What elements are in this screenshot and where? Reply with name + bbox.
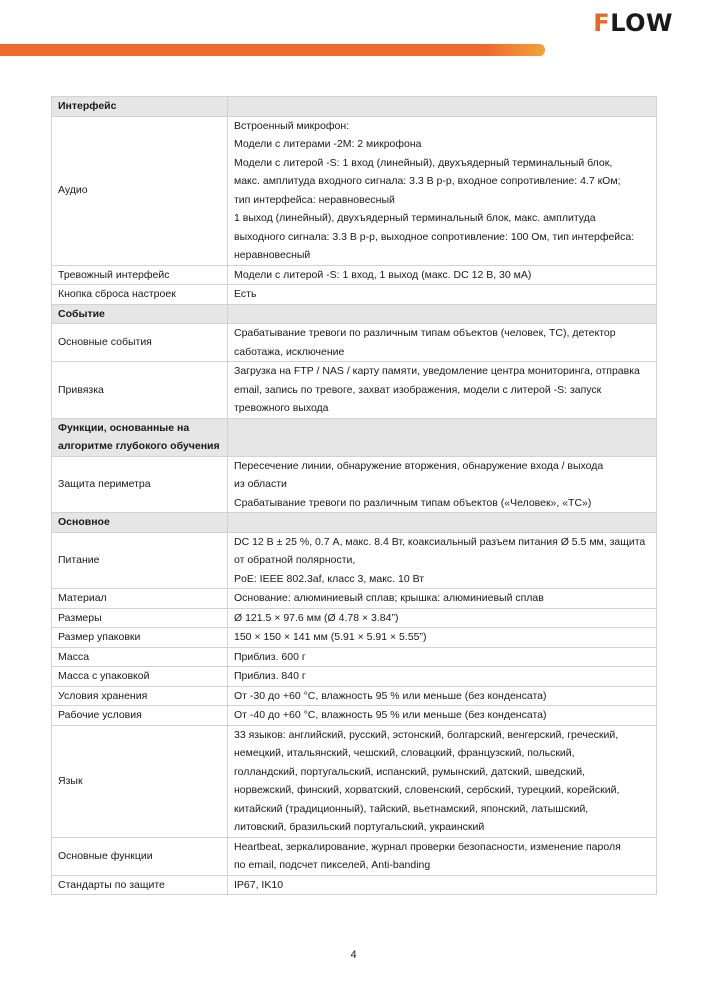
spec-row [52, 647, 657, 667]
section-title: Событие [52, 304, 228, 324]
spec-key: Стандарты по защите [52, 875, 228, 895]
spec-value-line: Срабатывание тревоги по различным типам объектов (человек, ТС), детектор [234, 327, 616, 339]
spec-value-line: от обратной полярности, [234, 554, 356, 566]
spec-row [52, 608, 657, 628]
spec-value-line: Приблиз. 840 г [234, 670, 306, 682]
spec-row [52, 265, 657, 285]
spec-row [52, 667, 657, 687]
spec-value-line: Встроенный микрофон: [234, 119, 350, 132]
spec-value-line: Основание: алюминиевый сплав; крышка: алюминиевый сплав [234, 592, 544, 604]
section-header-row [52, 304, 657, 324]
spec-value-line: саботажа, исключение [234, 345, 345, 358]
section-title: Функции, основанные на алгоритме глубокого обучения [52, 418, 228, 456]
page-number: 4 [350, 949, 357, 961]
spec-value [228, 628, 657, 648]
spec-row [52, 706, 657, 726]
spec-value-line: голландский, португальский, испанский, румынский, датский, шведский, [234, 765, 586, 778]
spec-key: Размер упаковки [52, 628, 228, 648]
spec-value [228, 324, 657, 362]
spec-key: Рабочие условия [52, 706, 228, 726]
section-header-row [52, 97, 657, 117]
spec-value-line: тревожного выхода [234, 402, 329, 414]
spec-value [228, 686, 657, 706]
spec-value-line: норвежский, финский, хорватский, словенский, сербский, турецкий, корейский, [234, 784, 620, 796]
logo-letters: LOW [610, 9, 673, 37]
spec-value-line: литовский, бразильский португальский, украинский [234, 821, 485, 833]
spec-value [228, 837, 657, 875]
spec-value-line: DC 12 В ± 25 %, 0.7 А, макс. 8.4 Вт, коаксиальный разъем питания Ø 5.5 мм, защита [234, 535, 646, 548]
section-header-filler [228, 513, 657, 533]
spec-key: Размеры [52, 608, 228, 628]
spec-key: Тревожный интерфейс [52, 265, 228, 285]
section-title: Основное [52, 513, 228, 533]
spec-value-line: email, запись по тревоге, захват изображения, модели с литерой -S: запуск [234, 383, 602, 396]
spec-value-line: Приблиз. 600 г [234, 650, 306, 663]
spec-value [228, 265, 657, 285]
spec-value [228, 647, 657, 667]
spec-value-line: Модели с литерой -S: 1 вход, 1 выход (макс. DC 12 В, 30 мА) [234, 268, 532, 281]
spec-row [52, 324, 657, 362]
spec-value [228, 532, 657, 589]
spec-value [228, 589, 657, 609]
spec-key: Привязка [52, 362, 228, 419]
spec-value-line: Срабатывание тревоги по различным типам объектов («Человек», «ТС») [234, 496, 592, 509]
spec-row [52, 875, 657, 895]
spec-value-line: Ø 121.5 × 97.6 мм (Ø 4.78 × 3.84”) [234, 611, 399, 624]
section-header-filler [228, 418, 657, 456]
spec-value-line: макс. амплитуда входного сигнала: 3.3 В р-р, входное сопротивление: 4.7 кОм; [234, 175, 621, 187]
spec-value [228, 608, 657, 628]
spec-row [52, 837, 657, 875]
spec-value-line: Модели с литерой -S: 1 вход (линейный), двухъядерный терминальный блок, [234, 156, 613, 169]
spec-value-line: из области [234, 478, 287, 490]
spec-key: Питание [52, 532, 228, 589]
spec-row [52, 456, 657, 513]
section-header-row [52, 513, 657, 533]
header-accent-band [0, 44, 545, 56]
spec-value-line: по email, подсчет пикселей, Anti-banding [234, 859, 431, 871]
spec-value-line: 33 языков: английский, русский, эстонский, болгарский, венгерский, греческий, [234, 728, 619, 741]
spec-value [228, 725, 657, 837]
spec-table [51, 96, 657, 895]
spec-row [52, 589, 657, 609]
spec-value [228, 285, 657, 305]
spec-value-line: От -40 до +60 °C, влажность 95 % или меньше (без конденсата) [234, 709, 547, 721]
spec-key: Условия хранения [52, 686, 228, 706]
spec-value-line: неравновесный [234, 249, 311, 261]
spec-value [228, 667, 657, 687]
spec-value [228, 706, 657, 726]
spec-value [228, 875, 657, 895]
spec-row [52, 285, 657, 305]
spec-row [52, 532, 657, 589]
section-header-filler [228, 97, 657, 117]
spec-value-line: 150 × 150 × 141 мм (5.91 × 5.91 × 5.55”) [234, 631, 427, 643]
spec-value-line: От -30 до +60 °C, влажность 95 % или меньше (без конденсата) [234, 689, 547, 702]
spec-value-line: Есть [234, 288, 257, 300]
spec-row [52, 725, 657, 837]
spec-value [228, 456, 657, 513]
spec-row [52, 686, 657, 706]
spec-value-line: PoE: IEEE 802.3af, класс 3, макс. 10 Вт [234, 572, 425, 585]
spec-value-line: тип интерфейса: неравновесный [234, 193, 395, 206]
spec-value-line: китайский (традиционный), тайский, вьетнамский, японский, латышский, [234, 802, 589, 815]
section-header-filler [228, 304, 657, 324]
spec-key: Кнопка сброса настроек [52, 285, 228, 305]
spec-value-line: немецкий, итальянский, чешский, словацкий, французский, польский, [234, 747, 575, 759]
logo-letter-f: F [593, 9, 611, 37]
spec-row [52, 362, 657, 419]
spec-key: Основные функции [52, 837, 228, 875]
spec-key: Основные события [52, 324, 228, 362]
spec-row [52, 628, 657, 648]
spec-value-line: Загрузка на FTP / NAS / карту памяти, уведомление центра мониторинга, отправка [234, 365, 640, 377]
spec-value-line: Пересечение линии, обнаружение вторжения, обнаружение входа / выхода [234, 459, 604, 472]
spec-key: Масса с упаковкой [52, 667, 228, 687]
spec-value-line: Heartbeat, зеркалирование, журнал проверки безопасности, изменение пароля [234, 840, 621, 853]
spec-value [228, 116, 657, 265]
spec-key: Материал [52, 589, 228, 609]
spec-key: Масса [52, 647, 228, 667]
spec-key: Язык [52, 725, 228, 837]
spec-value-line: 1 выход (линейный), двухъядерный терминальный блок, макс. амплитуда [234, 212, 596, 224]
spec-value-line: Модели с литерами -2M: 2 микрофона [234, 138, 422, 150]
section-title: Интерфейс [52, 97, 228, 117]
spec-value-line: выходного сигнала: 3.3 В р-р, выходное сопротивление: 100 Ом, тип интерфейса: [234, 230, 635, 243]
spec-table-body [52, 97, 657, 895]
spec-value [228, 362, 657, 419]
spec-key: Защита периметра [52, 456, 228, 513]
flow-logo [593, 10, 673, 36]
section-header-row [52, 418, 657, 456]
spec-row [52, 116, 657, 265]
spec-key: Аудио [52, 116, 228, 265]
spec-value-line: IP67, IK10 [234, 878, 284, 891]
